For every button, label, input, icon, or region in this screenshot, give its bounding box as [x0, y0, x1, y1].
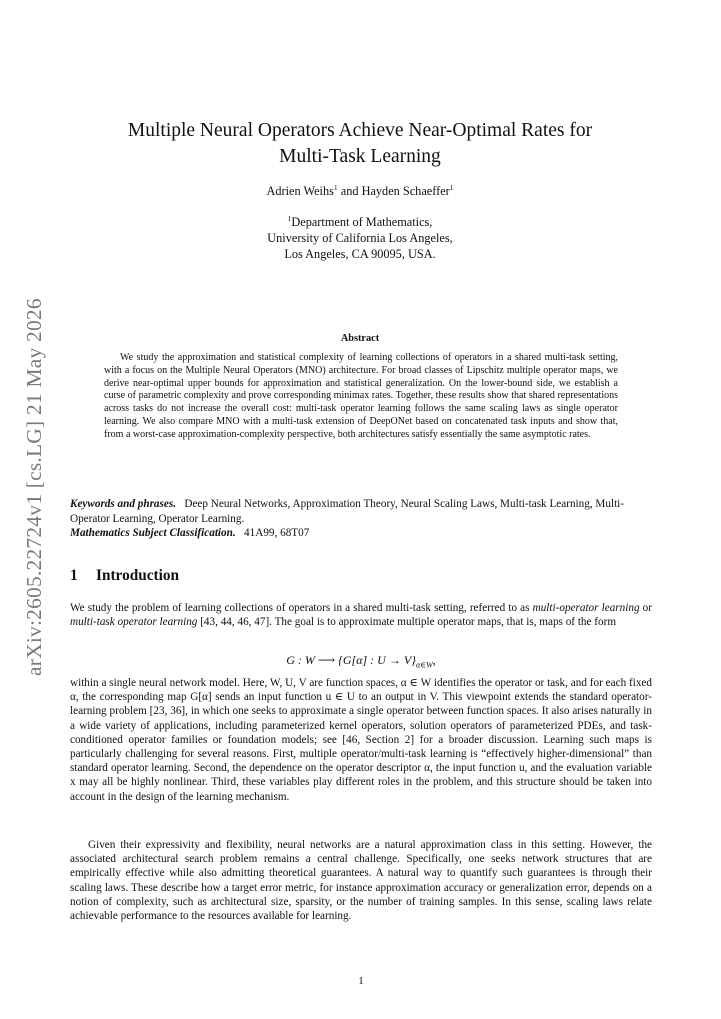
msc-label: Mathematics Subject Classification. [70, 527, 236, 539]
affiliation-mark: 1 [287, 214, 292, 223]
text-span: [43, 44, 46, 47]. The goal is to approximate multiple operator maps, that is, maps of the form [197, 616, 617, 629]
affiliation [70, 214, 650, 262]
author-separator: and [337, 184, 362, 198]
display-equation [70, 653, 652, 669]
intro-paragraph-3: Given their expressivity and flexibility, neural networks are a natural approximation class in this setting. However, the associated architectural search problem remains a central challenge. Specifically, one seeks network structures that are empirically effective while also admitting theoretical guarantees. A natural way to quantify such guarantees is through their scaling laws. These describe how a target error metric, for instance approximation accuracy or generalization error, depends on a notion of complexity, such as architectural size, sparsity, or the number of training samples. In this sense, scaling laws relate achievable performance to the resources available for learning. [70, 839, 652, 923]
keywords-label: Keywords and phrases. [70, 498, 176, 510]
keywords-text: Deep Neural Networks, Approximation Theory, Neural Scaling Laws, Multi-task Learning, Multi-Operator Learning, Operator Learning. [70, 498, 625, 525]
arxiv-identifier[interactable]: arXiv:2605.22724v1 [cs.LG] 21 May 2026 [22, 298, 46, 676]
msc-text: 41A99, 68T07 [244, 527, 310, 539]
author-name: Adrien Weihs [266, 184, 334, 198]
emphasis-term: multi-operator learning [532, 602, 640, 614]
text-span: or [639, 602, 652, 614]
keywords-block [70, 497, 652, 541]
abstract-text: We study the approximation and statistical complexity of learning collections of operators in a shared multi-task setting, with a focus on the Multiple Neural Operators (MNO) architecture. For broad classes of Lipschitz multiple operator maps, we derive near-optimal upper bounds for approximation and statistical generalization. On the lower-bound side, we establish a curse of parametric complexity and prove corresponding minimax rates. Together, these results show that shared representations across tasks do not increase the overall cost: multi-task operator learning follows the same scaling laws as single operator learning. We also compare MNO with a multi-task extension of DeepONet based on concatenated task inputs and show that, from a worst-case approximation-complexity perspective, both architectures satisfy essentially the same asymptotic rates. [104, 352, 618, 440]
emphasis-term: multi-task operator learning [70, 616, 198, 629]
affiliation-line: Los Angeles, CA 90095, USA. [284, 247, 436, 261]
equation-punct: , [432, 653, 436, 667]
section-heading [70, 567, 179, 585]
title-line-1: Multiple Neural Operators Achieve Near-Optimal Rates for [127, 120, 593, 141]
author-name: Hayden Schaeffer [361, 184, 450, 198]
title-line-2: Multi-Task Learning [279, 146, 441, 167]
section-title: Introduction [96, 567, 180, 584]
affiliation-mark: 1 [333, 183, 338, 192]
equation-body: G : W ⟶ {G[α] : U → V} [286, 653, 416, 667]
affiliation-line: University of California Los Angeles, [267, 231, 453, 245]
abstract-heading: Abstract [340, 333, 380, 344]
section-number: 1 [70, 567, 78, 584]
equation-subscript: α∈W [415, 660, 433, 670]
intro-paragraph-2: within a single neural network model. Here, W, U, V are function spaces, α ∈ W identifies the operator or task, and for each fixed α, the corresponding map G[α] sends an input function u ∈ U to an output in V. This viewpoint extends the standard operator-learning problem [23, 36], in which one seeks to approximate a single operator between function spaces. It also arises naturally in a wide variety of applications, including parameterized kernel operators, solution operators of parameterized PDEs, and task-conditioned operator families or foundation models; see [46, Section 2] for a broader discussion. Learning such maps is particularly challenging for several reasons. First, multiple operator/multi-task learning is “effectively higher-dimensional” than standard operator learning. Second, the dependence on the operator descriptor α, the input function u, and the evaluation variable x may all be highly nonlinear. Third, these variables play different roles in the problem, and this structure should be taken into account in the design of the learning mechanism. [70, 677, 652, 803]
paper-title [70, 118, 650, 170]
intro-paragraph-1 [70, 601, 652, 629]
author-list [70, 184, 650, 199]
page-number: 1 [358, 975, 364, 987]
affiliation-line: Department of Mathematics, [291, 215, 433, 229]
text-span: We study the problem of learning collections of operators in a shared multi-task setting, referred to as [70, 602, 533, 614]
affiliation-mark: 1 [449, 183, 454, 192]
